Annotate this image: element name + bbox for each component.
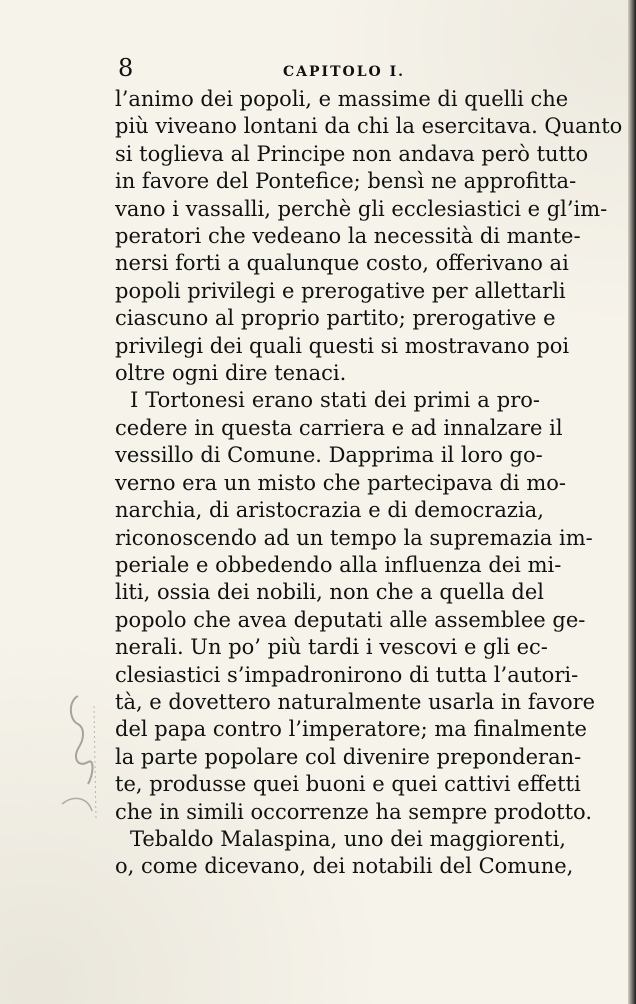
ink-stain (54, 686, 112, 836)
text-line: riconoscendo ad un tempo la supremazia im- (115, 525, 593, 550)
text-line: vessillo di Comune. Dapprima il loro go- (115, 443, 543, 468)
text-line: I Tortonesi erano stati dei primi a pro- (130, 388, 540, 413)
text-line: vano i vassalli, perchè gli ecclesiastici e gl’im- (115, 196, 608, 221)
text-line: narchia, di aristocrazia e di democrazia, (115, 498, 544, 523)
text-line: o, come dicevano, dei notabili del Comune, (115, 854, 574, 879)
text-line: popolo che avea deputati alle assemblee ge- (115, 607, 586, 632)
text-line: che in simili occorrenze ha sempre prodotto. (115, 799, 593, 824)
text-line: popoli privilegi e prerogative per allettarli (115, 278, 566, 303)
text-line: del papa contro l’imperatore; ma finalmente (115, 717, 587, 742)
text-line: si toglieva al Principe non andava però tutto (115, 141, 589, 166)
text-line: cedere in questa carriera e ad innalzare il (115, 415, 563, 440)
text-line: privilegi dei quali questi si mostravano poi (115, 333, 570, 358)
text-line: oltre ogni dire tenaci. (115, 361, 347, 386)
page-edge-shadow (628, 0, 636, 1004)
text-line: ciascuno al proprio partito; prerogative e (115, 306, 556, 331)
text-line: tà, e dovettero naturalmente usarla in favore (115, 689, 596, 714)
text-line: verno era un misto che partecipava di mo- (115, 470, 566, 495)
text-line: nersi forti a qualunque costo, offerivano ai (115, 251, 569, 276)
text-line: la parte popolare col divenire preponderan- (115, 744, 582, 769)
page-header (0, 56, 636, 86)
text-line: peratori che vedeano la necessità di mante- (115, 224, 581, 249)
text-line: liti, ossia dei nobili, non che a quella del (115, 580, 544, 605)
text-line: l’animo dei popoli, e massime di quelli che (115, 87, 569, 111)
running-head: CAPITOLO I. (283, 64, 406, 80)
text-line: Tebaldo Malaspina, uno dei maggiorenti, (130, 826, 566, 851)
text-line: periale e obbedendo alla influenza dei mi- (115, 552, 562, 577)
page-number: 8 (118, 54, 134, 82)
text-line: in favore del Pontefice; bensì ne approfitta- (115, 169, 577, 194)
body-text (115, 86, 623, 881)
text-line: te, produsse quei buoni e quei cattivi effetti (115, 772, 581, 797)
text-line: clesiastici s’impadronirono di tutta l’autori- (115, 662, 579, 687)
text-line: nerali. Un po’ più tardi i vescovi e gli ec- (115, 635, 548, 660)
text-line: più viveano lontani da chi la esercitava. Quanto (115, 114, 623, 139)
